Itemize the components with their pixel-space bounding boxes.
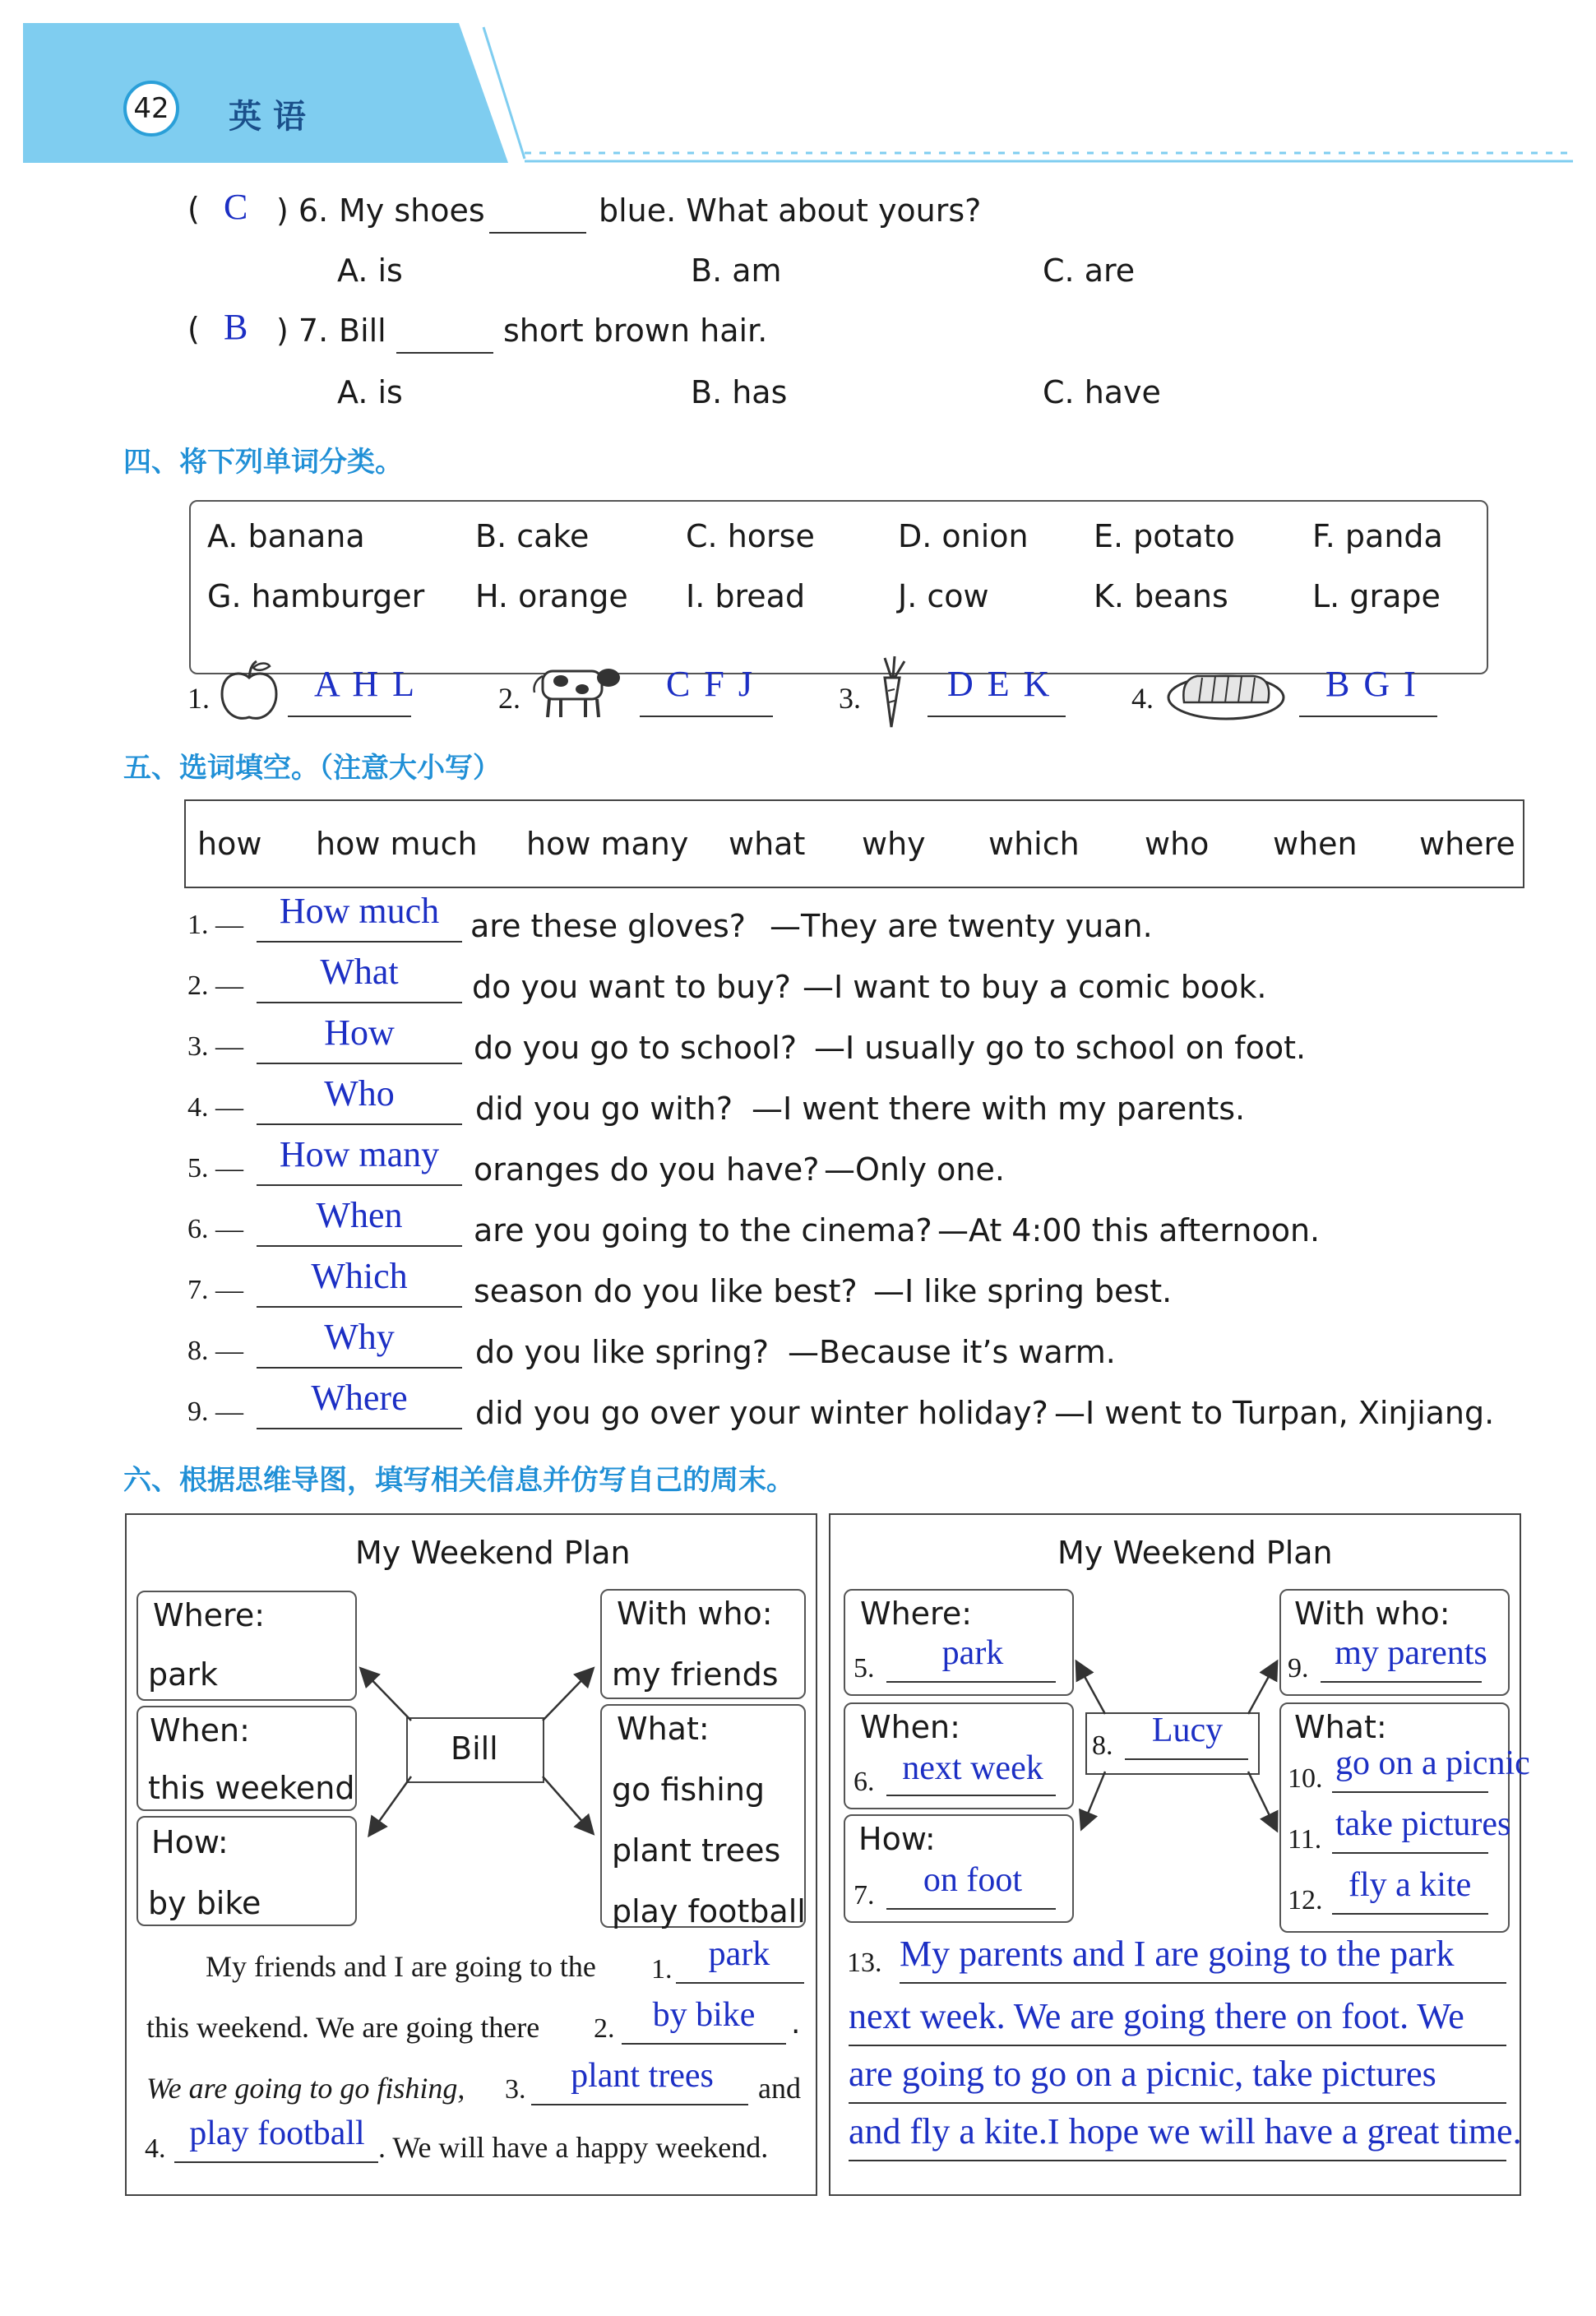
item-reply: —I went there with my parents.	[752, 1091, 1246, 1127]
answer-line	[257, 1123, 462, 1125]
option-c: C. are	[1043, 252, 1136, 289]
answer-line	[886, 1795, 1056, 1796]
group-answer: C F J	[666, 664, 755, 704]
choice-word: how much	[316, 826, 478, 862]
item-question: are these gloves?	[470, 908, 746, 944]
para-number: 4.	[145, 2133, 166, 2164]
what-value: take pictures	[1335, 1805, 1511, 1843]
answer-line	[257, 941, 462, 943]
question-number: ) 7.	[276, 313, 329, 349]
choice-word: why	[862, 826, 926, 862]
what-value: fly a kite	[1349, 1866, 1472, 1904]
word: C. horse	[686, 518, 815, 554]
choice-word: who	[1145, 826, 1210, 862]
what-value: play football	[612, 1893, 806, 1929]
section4-title: 四、将下列单词分类。	[123, 446, 403, 479]
group-number: 1.	[187, 682, 210, 715]
para-answer: park	[708, 1935, 770, 1973]
para-answer: play football	[189, 2115, 365, 2152]
item-question: oranges do you have?	[474, 1151, 820, 1188]
what-label: What:	[617, 1711, 710, 1747]
item-reply: —They are twenty yuan.	[770, 908, 1153, 944]
word: I. bread	[686, 578, 806, 614]
option-a: A. is	[337, 252, 403, 289]
answer-line	[257, 1306, 462, 1308]
item-question: do you go to school?	[474, 1030, 798, 1066]
item-answer: How	[324, 1012, 395, 1053]
essay-line: and fly a kite.I hope we will have a great time.	[849, 2111, 1522, 2152]
item-reply: —I want to buy a comic book.	[803, 969, 1267, 1005]
left-panel-title: My Weekend Plan	[355, 1535, 631, 1571]
answer-line	[288, 716, 411, 717]
group-number: 4.	[1131, 682, 1154, 715]
blank-number: 7.	[854, 1880, 875, 1911]
para-number: 2.	[594, 2013, 615, 2044]
essay-rule	[849, 2102, 1506, 2104]
withwho-value: my friends	[612, 1656, 779, 1693]
essay-rule	[849, 2045, 1506, 2046]
word: D. onion	[898, 518, 1029, 554]
group-number: 2.	[498, 682, 520, 715]
blank-number: 11.	[1288, 1824, 1322, 1855]
withwho-label: With who:	[617, 1596, 773, 1632]
what-value: go on a picnic	[1335, 1744, 1530, 1782]
blank-number: 8.	[1092, 1730, 1113, 1761]
item-answer: Which	[311, 1256, 408, 1296]
para-answer: plant trees	[571, 2057, 714, 2095]
answer-line	[257, 1002, 462, 1003]
option-b: B. has	[691, 374, 788, 410]
withwho-value: my parents	[1335, 1634, 1487, 1672]
essay-line: My parents and I are going to the park	[900, 1934, 1455, 1974]
blank-number: 6.	[854, 1767, 875, 1797]
item-question: do you want to buy?	[472, 969, 791, 1005]
item-number: 1. —	[187, 910, 243, 940]
answer-line	[886, 1681, 1056, 1683]
word: J. cow	[898, 578, 989, 614]
answer-line	[1332, 1791, 1488, 1793]
item-number: 9. —	[187, 1397, 243, 1427]
mc-answer: B	[224, 307, 248, 347]
how-value: on foot	[923, 1861, 1023, 1899]
answer-line	[1332, 1913, 1488, 1915]
item-number: 8. —	[187, 1336, 243, 1366]
para-number: 3.	[505, 2074, 526, 2105]
center-name: Bill	[451, 1730, 498, 1767]
paren-open: (	[187, 311, 200, 347]
where-value: park	[148, 1656, 219, 1693]
item-answer: Where	[311, 1378, 408, 1418]
blank-line	[489, 232, 586, 234]
how-value: by bike	[148, 1885, 261, 1921]
blank-number: 5.	[854, 1653, 875, 1684]
answer-line	[257, 1367, 462, 1369]
word: K. beans	[1094, 578, 1228, 614]
item-question: did you go with?	[475, 1091, 733, 1127]
word: B. cake	[475, 518, 590, 554]
answer-line	[257, 1184, 462, 1186]
where-label: Where:	[860, 1596, 973, 1632]
word: E. potato	[1094, 518, 1235, 554]
word: F. panda	[1312, 518, 1443, 554]
subject-title: 英 语	[229, 98, 306, 136]
para-line: My friends and I are going to the	[206, 1950, 596, 1983]
where-label: Where:	[153, 1597, 266, 1633]
answer-line	[257, 1063, 462, 1064]
answer-line	[1332, 1852, 1488, 1854]
blank-number: 9.	[1288, 1653, 1309, 1684]
item-answer: What	[320, 952, 399, 992]
answer-line	[257, 1245, 462, 1247]
item-reply: —I usually go to school on foot.	[814, 1030, 1307, 1066]
choice-word: which	[988, 826, 1080, 862]
left-mindmap-arrows	[345, 1645, 608, 1859]
para-line: . We will have a happy weekend.	[378, 2131, 769, 2164]
section6-title: 六、根据思维导图，填写相关信息并仿写自己的周末。	[123, 1464, 794, 1497]
essay-rule	[849, 2160, 1506, 2161]
answer-line	[928, 716, 1066, 717]
what-label: What:	[1294, 1709, 1387, 1745]
item-answer: Why	[324, 1317, 395, 1357]
group-answer: A H L	[314, 664, 417, 704]
choice-word: what	[729, 826, 806, 862]
question-stem: Bill	[339, 313, 386, 349]
item-number: 3. —	[187, 1031, 243, 1062]
word: A. banana	[207, 518, 365, 554]
item-number: 4. —	[187, 1092, 243, 1123]
item-number: 5. —	[187, 1153, 243, 1183]
option-b: B. am	[691, 252, 782, 289]
cow-icon	[528, 655, 625, 725]
choice-word: when	[1273, 826, 1358, 862]
item-question: do you like spring?	[475, 1334, 770, 1370]
right-panel-title: My Weekend Plan	[1057, 1535, 1333, 1571]
answer-line	[257, 1428, 462, 1429]
blank-number: 10.	[1288, 1763, 1323, 1794]
essay-line: next week. We are going there on foot. We	[849, 1996, 1464, 2036]
essay-line: are going to go on a picnic, take pictures	[849, 2054, 1436, 2094]
where-value: park	[941, 1634, 1004, 1672]
answer-line	[1321, 1681, 1482, 1683]
center-name: Lucy	[1151, 1712, 1224, 1749]
right-mindmap-arrows	[1066, 1645, 1288, 1859]
item-answer: How many	[279, 1134, 440, 1174]
section5-title: 五、选词填空。（注意大小写）	[123, 752, 501, 785]
question-stem-end: short brown hair.	[503, 313, 768, 349]
bread-icon	[1164, 658, 1288, 724]
question-stem-end: blue. What about yours?	[599, 192, 982, 229]
question-number: ) 6.	[276, 192, 329, 229]
choice-word: how	[197, 826, 262, 862]
answer-line	[640, 716, 773, 717]
apple-icon	[215, 658, 283, 725]
group-answer: B G I	[1325, 664, 1418, 704]
blank-line	[396, 352, 493, 354]
item-answer: Who	[324, 1073, 395, 1114]
page-number-badge	[123, 81, 179, 137]
page-number: 42	[133, 92, 169, 125]
item-answer: When	[316, 1195, 403, 1235]
para-answer: by bike	[652, 1996, 756, 2034]
item-reply: —At 4:00 this afternoon.	[937, 1212, 1321, 1248]
what-value: plant trees	[612, 1832, 781, 1869]
item-reply: —Only one.	[824, 1151, 1005, 1188]
para-line: We are going to go fishing,	[146, 2072, 465, 2105]
item-answer: How much	[279, 891, 440, 931]
when-value: this weekend	[148, 1770, 355, 1806]
para-period: .	[791, 2007, 801, 2040]
how-label: How:	[151, 1824, 229, 1860]
item-question: season do you like best?	[474, 1273, 858, 1309]
group-number: 3.	[839, 682, 861, 715]
item-number: 7. —	[187, 1275, 243, 1305]
option-a: A. is	[337, 374, 403, 410]
question-stem: My shoes	[339, 192, 485, 229]
essay-number: 13.	[847, 1948, 882, 1978]
para-and: and	[758, 2072, 801, 2105]
answer-line	[886, 1908, 1056, 1910]
answer-line	[174, 2161, 378, 2163]
item-question: are you going to the cinema?	[474, 1212, 932, 1248]
essay-rule	[900, 1982, 1506, 1984]
answer-line	[622, 2043, 786, 2045]
option-c: C. have	[1043, 374, 1161, 410]
answer-line	[1299, 716, 1437, 717]
item-reply: —Because it’s warm.	[788, 1334, 1116, 1370]
para-line: this weekend. We are going there	[146, 2011, 540, 2044]
item-reply: —I went to Turpan, Xinjiang.	[1054, 1395, 1495, 1431]
blank-number: 12.	[1288, 1885, 1323, 1915]
carrot-icon	[867, 653, 916, 732]
when-label: When:	[860, 1709, 960, 1745]
what-value: go fishing	[612, 1772, 766, 1808]
paren-open: (	[187, 191, 200, 227]
para-number: 1.	[651, 1954, 673, 1985]
when-value: next week	[902, 1749, 1043, 1787]
choice-word: where	[1419, 826, 1515, 862]
word: L. grape	[1312, 578, 1441, 614]
withwho-label: With who:	[1294, 1596, 1450, 1632]
word: H. orange	[475, 578, 628, 614]
answer-line	[531, 2104, 748, 2105]
group-answer: D E K	[947, 664, 1052, 704]
item-question: did you go over your winter holiday?	[475, 1395, 1048, 1431]
item-number: 6. —	[187, 1214, 243, 1244]
when-label: When:	[150, 1712, 250, 1749]
choice-word: how many	[526, 826, 689, 862]
mc-answer: C	[224, 187, 248, 227]
item-number: 2. —	[187, 970, 243, 1001]
how-label: How:	[858, 1821, 936, 1857]
answer-line	[676, 1982, 804, 1984]
word: G. hamburger	[207, 578, 425, 614]
item-reply: —I like spring best.	[873, 1273, 1173, 1309]
